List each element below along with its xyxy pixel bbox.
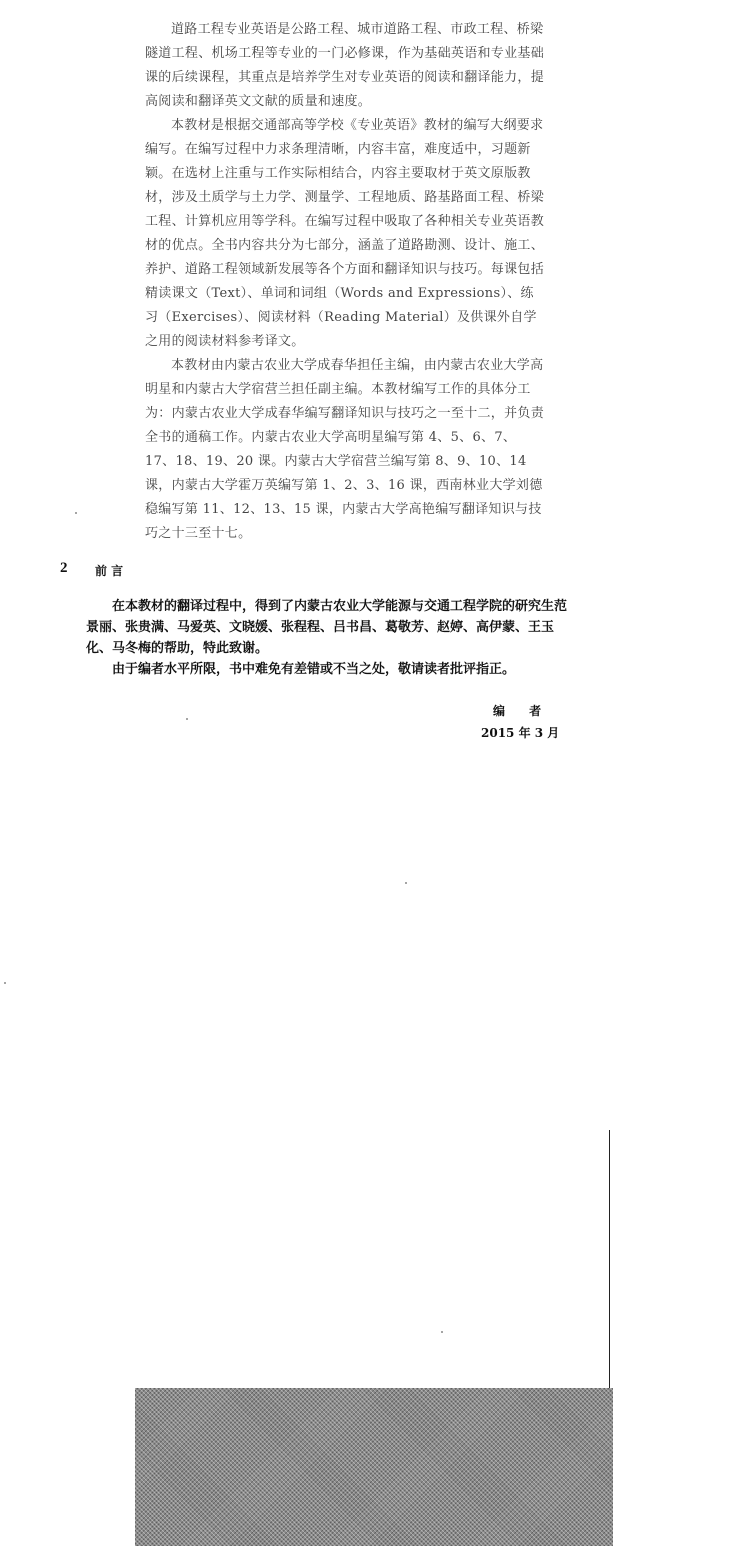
previous-page-text — [145, 18, 545, 546]
scan-speck — [75, 512, 77, 514]
scan-edge-line — [609, 1130, 610, 1395]
page-number: 2 — [60, 560, 68, 576]
date: 2015 年 3 月 — [481, 726, 560, 740]
scan-speck — [186, 718, 188, 720]
paragraph: 由于编者水平所限，书中难免有差错或不当之处，敬请读者批评指正。 — [112, 662, 516, 677]
signature: 编 者 — [493, 704, 552, 718]
paragraph: 本教材由内蒙古农业大学成春华担任主编，由内蒙古农业大学高明星和内蒙古大学宿营兰担任副主编。本教材编写工作的具体分工为：内蒙古农业大学成春华编写翻译知识与技巧之一至十二，并负责全书的通稿工作。内蒙古农业大学高明星编写第 4、5、6、7、17、18、19、20 课。内蒙古大学宿营兰编写第 8、9、10、14 课，内蒙古大学霍万英编写第 1、2、3、16 课，西南林业大学刘德稳编写第 11、12、13、15 课，内蒙古大学高艳编写翻译知识与技巧之十三至十七。 — [145, 358, 545, 541]
scan-speck — [441, 1331, 443, 1333]
paragraph: 本教材是根据交通部高等学校《专业英语》教材的编写大纲要求编写。在编写过程中力求条理清晰，内容丰富，难度适中，习题新颖。在选材上注重与工作实际相结合，内容主要取材于英文原版教材，涉及土质学与土力学、测量学、工程地质、路基路面工程、桥梁工程、计算机应用等学科。在编写过程中吸取了各种相关专业英语教材的优点。全书内容共分为七部分，涵盖了道路勘测、设计、施工、养护、道路工程领域新发展等各个方面和翻译知识与技巧。每课包括精读课文（Text）、单词和词组（Words and Expressions）、练习（Exercises）、阅读材料（Reading Material）及供课外自学之用的阅读材料参考译文。 — [145, 118, 545, 349]
running-header: 前 言 — [95, 564, 124, 578]
preface-text — [86, 596, 576, 680]
paragraph: 道路工程专业英语是公路工程、城市道路工程、市政工程、桥梁隧道工程、机场工程等专业的一门必修课，作为基础英语和专业基础课的后续课程，其重点是培养学生对专业英语的阅读和翻译能力，提高阅读和翻译英文文献的质量和速度。 — [145, 22, 545, 109]
scan-noise-block — [135, 1388, 613, 1546]
paragraph: 在本教材的翻译过程中，得到了内蒙古农业大学能源与交通工程学院的研究生范景丽、张贵满、马爱英、文晓媛、张程程、吕书昌、葛敬芳、赵婷、高伊蒙、王玉化、马冬梅的帮助，特此致谢。 — [86, 599, 568, 656]
scan-speck — [405, 882, 407, 884]
scan-speck — [4, 982, 6, 984]
